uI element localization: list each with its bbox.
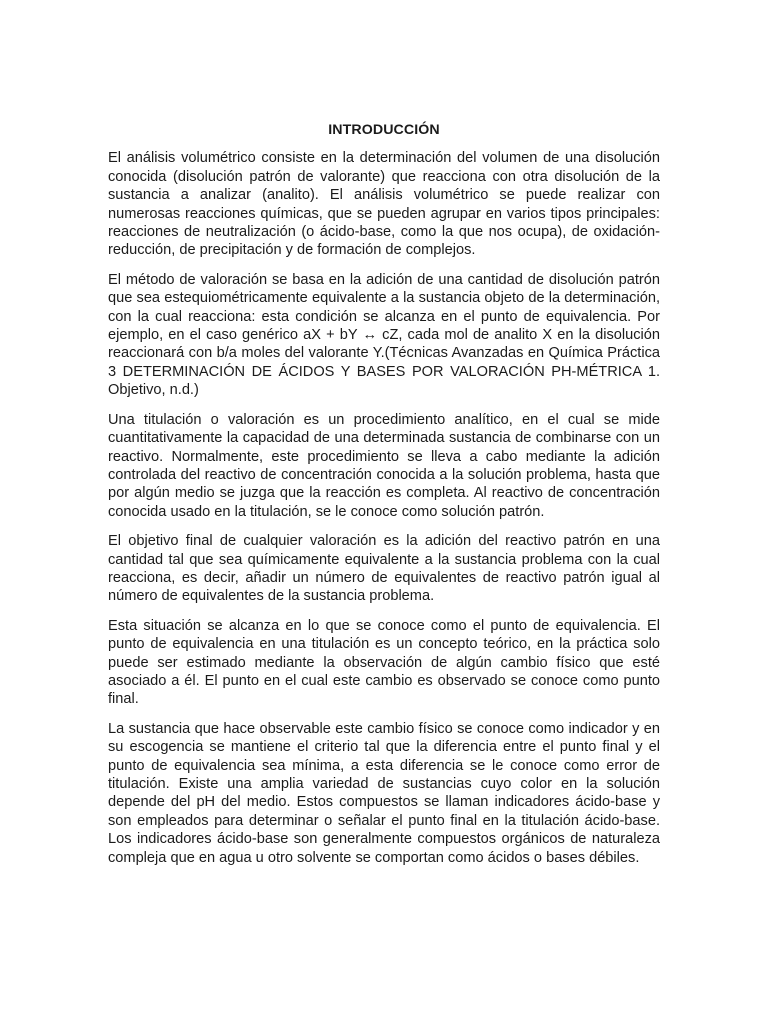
paragraph-titulacion: Una titulación o valoración es un procedimiento analítico, en el cual se mide cuantitativamente la capacidad de una determinada sustancia de combinarse con un reactivo. Normalmente, este procedimiento se lleva a cabo mediante la adición controlada del reactivo de concentración conocida a la solución problema, hasta que por algún medio se juzga que la reacción es completa. Al reactivo de concentración conocida usado en la titulación, se le conoce como solución patrón. [108,411,660,520]
document-title: INTRODUCCIÓN [328,122,440,138]
paragraph-punto-equivalencia: Esta situación se alcanza en lo que se conoce como el punto de equivalencia. El punto de equivalencia en una titulación es un concepto teórico, en la práctica solo puede ser estimado mediante la observación de algún cambio físico que esté asociado a él. El punto en el cual este cambio es observado se conoce como punto final. [108,617,660,708]
paragraph-metodo-valoracion: El método de valoración se basa en la adición de una cantidad de disolución patrón que sea estequiométricamente equivalente a la sustancia objeto de la determinación, con la cual reacciona: esta condición se alcanza en el punto de equivalencia. Por ejemplo, en el caso genérico aX + bY ↔ cZ, cada mol de analito X en la disolución reaccionará con b/a moles del valorante Y.(Técnicas Avanzadas en Química Práctica 3 DETERMINACIÓN DE ÁCIDOS Y BASES POR VALORACIÓN PH-MÉTRICA 1. Objetivo, n.d.) [108,271,660,399]
paragraph-indicador: La sustancia que hace observable este cambio físico se conoce como indicador y en su escogencia se mantiene el criterio tal que la diferencia entre el punto final y el punto de equivalencia sea mínima, a esta diferencia se le conoce como error de titulación. Existe una amplia variedad de sustancias cuyo color en la solución depende del pH del medio. Estos compuestos se llaman indicadores ácido-base y son empleados para determinar o señalar el punto final en la titulación ácido-base. Los indicadores ácido-base son generalmente compuestos orgánicos de naturaleza compleja que en agua u otro solvente se comportan como ácidos o bases débiles. [108,720,660,866]
paragraph-objetivo-final: El objetivo final de cualquier valoración es la adición del reactivo patrón en una cantidad tal que sea químicamente equivalente a la sustancia problema con la cual reacciona, es decir, añadir un número de equivalentes de reactivo patrón igual al número de equivalentes de la sustancia problema. [108,533,660,605]
document-body [108,121,660,878]
paragraph-analisis-volumetrico: El análisis volumétrico consiste en la determinación del volumen de una disolución conocida (disolución patrón de valorante) que reacciona con otra disolución de la sustancia a analizar (analito). El análisis volumétrico se puede realizar con numerosas reacciones químicas, que se pueden agrupar en varios tipos principales: reacciones de neutralización (o ácido-base, como la que nos ocupa), de oxidación-reducción, de precipitación y de formación de complejos. [108,150,660,259]
